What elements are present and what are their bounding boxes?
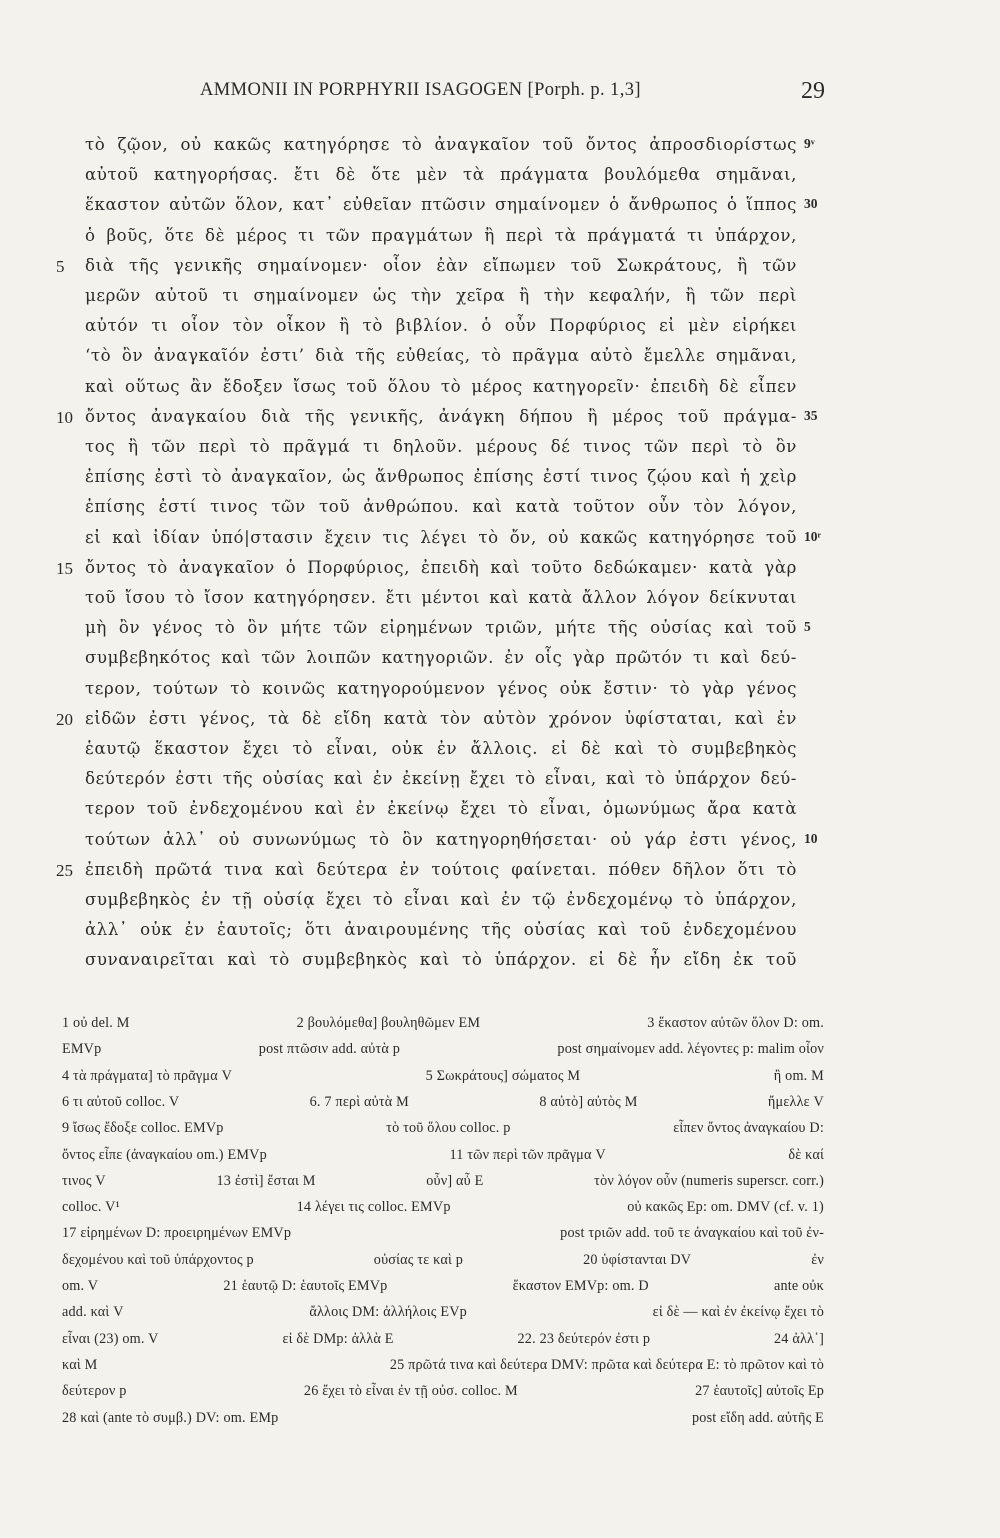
apparatus-entry: δεύτερον p: [62, 1383, 127, 1400]
apparatus-line: [62, 1273, 824, 1299]
apparatus-entry: δὲ καί: [788, 1146, 824, 1163]
apparatus-entry: 11 τῶν περὶ τῶν πρᾶγμα V: [449, 1146, 606, 1163]
apparatus-entry: colloc. V¹: [62, 1199, 121, 1216]
apparatus-entry: EMVp: [62, 1041, 102, 1058]
margin-reference: 10: [804, 830, 818, 846]
apparatus-entry: 6. 7 περὶ αὐτὰ M: [309, 1093, 409, 1110]
text-line: μερῶν αὐτοῦ τι σημαίνομεν ὡς τὴν χεῖρα ἢ τὴν κεφαλήν, ἢ τῶν περὶ: [85, 286, 797, 305]
apparatus-entry: τὸν λόγον οὖν (numeris superscr. corr.): [594, 1172, 824, 1189]
text-line: τὸ ζῷον, οὐ κακῶς κατηγόρησε τὸ ἀναγκαῖον τοῦ ὄντος ἀπροσδιορίστως: [85, 135, 797, 154]
apparatus-entry: 5 Σωκράτους] σώματος M: [425, 1067, 581, 1084]
margin-reference: 30: [804, 196, 818, 212]
apparatus-entry: τὸ τοῦ ὅλου colloc. p: [386, 1120, 511, 1137]
apparatus-entry: 22. 23 δεύτερόν ἐστι p: [517, 1330, 651, 1347]
apparatus-entry: 6 τι αὐτοῦ colloc. V: [62, 1093, 180, 1110]
apparatus-line: [62, 1194, 824, 1220]
text-line: εἰ καὶ ἰδίαν ὑπό|στασιν ἔχειν τις λέγει τὸ ὄν, οὐ κακῶς κατηγόρησε τοῦ: [85, 527, 797, 547]
text-line: αὐτόν τι οἷον τὸν οἶκον ἢ τὸ βιβλίον. ὁ οὖν Πορφύριος εἰ μὲν εἰρήκει: [85, 316, 797, 336]
apparatus-entry: om. V: [62, 1278, 99, 1294]
apparatus-line: [62, 1220, 824, 1246]
text-line: καὶ οὕτως ἂν ἔδοξεν ἴσως τοῦ ὅλου τὸ μέρος κατηγορεῖν· ἐπειδὴ δὲ εἶπεν: [85, 376, 797, 396]
apparatus-entry: καὶ M: [62, 1356, 98, 1373]
text-line: ‘τὸ ὂν ἀναγκαῖόν ἐστι’ διὰ τῆς εὐθείας, τὸ πρᾶγμα αὐτὸ ἔμελλε σημᾶναι,: [85, 346, 797, 366]
text-line: τούτων ἀλλ᾽ οὐ συνωνύμως τὸ ὂν κατηγορηθήσεται· οὐ γάρ ἐστι γένος,: [85, 829, 797, 849]
text-line: συναναιρεῖται καὶ τὸ συμβεβηκὸς καὶ τὸ ὑπάρχον. εἰ δὲ ἦν εἴδη ἐκ τοῦ: [85, 950, 797, 970]
text-line: ὄντος τὸ ἀναγκαῖον ὁ Πορφύριος, ἐπειδὴ καὶ τοῦτο δεδώκαμεν· κατὰ γὰρ: [85, 557, 797, 577]
apparatus-entry: ἄλλοις DM: ἀλλήλοις EVp: [309, 1304, 467, 1321]
apparatus-line: [62, 1010, 824, 1036]
text-line: ἀλλ᾽ οὐκ ἐν ἑαυτοῖς; ὅτι ἀναιρουμένης τῆς οὐσίας καὶ τοῦ ἐνδεχομένου: [85, 920, 797, 940]
apparatus-entry: 9 ἴσως ἔδοξε colloc. EMVp: [62, 1120, 224, 1137]
text-line: εἰδῶν ἐστι γένος, τὰ δὲ εἴδη κατὰ τὸν αὐτὸν χρόνον ὑφίσταται, καὶ ἐν: [85, 708, 797, 728]
apparatus-line: [62, 1405, 824, 1431]
apparatus-entry: εἰ δὲ — καὶ ἐν ἐκείνῳ ἔχει τὸ: [652, 1304, 824, 1321]
apparatus-entry: οὖν] αὖ E: [426, 1172, 484, 1189]
text-line: ὄντος ἀναγκαίου διὰ τῆς γενικῆς, ἀνάγκη δήπου ἢ μέρος τοῦ πράγμα-: [85, 406, 797, 426]
apparatus-line: [62, 1036, 824, 1062]
text-line: δεύτερόν ἐστι τῆς οὐσίας καὶ ἐν ἐκείνῃ ἔχει τὸ εἶναι, καὶ τὸ ὑπάρχον δεύ-: [85, 769, 797, 789]
apparatus-entry: post τριῶν add. τοῦ τε ἀναγκαίου καὶ τοῦ ἐν-: [560, 1225, 824, 1242]
text-line: μὴ ὂν γένος τὸ ὂν μήτε τῶν εἰρημένων τριῶν, μήτε τῆς οὐσίας καὶ τοῦ: [85, 618, 797, 638]
apparatus-entry: 25 πρῶτά τινα καὶ δεύτερα DMV: πρῶτα καὶ δεύτερα E: τὸ πρῶτον καὶ τὸ: [389, 1356, 824, 1373]
apparatus-entry: 17 εἰρημένων D: προειρημένων EMVp: [62, 1225, 292, 1242]
line-number: 15: [56, 558, 73, 578]
apparatus-entry: 26 ἔχει τὸ εἶναι ἐν τῇ οὐσ. colloc. M: [303, 1383, 518, 1400]
apparatus-entry: 27 ἑαυτοῖς] αὐτοῖς Ep: [695, 1383, 824, 1400]
apparatus-entry: 13 ἐστὶ] ἔσται M: [216, 1172, 316, 1189]
text-line: ἑαυτῷ ἕκαστον ἔχει τὸ εἶναι, οὐκ ἐν ἄλλοις. εἰ δὲ καὶ τὸ συμβεβηκὸς: [85, 739, 797, 758]
margin-reference: 35: [804, 407, 818, 423]
text-line: τοῦ ἴσου τὸ ἴσον κατηγόρησεν. ἔτι μέντοι καὶ κατὰ ἄλλον λόγον δείκνυται: [85, 588, 797, 607]
line-number: 5: [56, 256, 65, 276]
apparatus-line: [62, 1168, 824, 1194]
line-number: 25: [56, 860, 73, 880]
text-line: τος ἢ τῶν περὶ τὸ πρᾶγμά τι δηλοῦν. μέρους δέ τινος τῶν περὶ τὸ ὂν: [85, 437, 797, 456]
text-line: συμβεβηκότος καὶ τῶν λοιπῶν κατηγοριῶν. ἐν οἷς γὰρ πρῶτόν τι καὶ δεύ-: [85, 648, 797, 668]
apparatus-line: [62, 1089, 824, 1115]
apparatus-line: [62, 1299, 824, 1325]
apparatus-line: [62, 1115, 824, 1141]
text-line: ἐπειδὴ πρῶτά τινα καὶ δεύτερα ἐν τούτοις φαίνεται. πόθεν δῆλον ὅτι τὸ: [85, 859, 797, 879]
apparatus-entry: ante οὐκ: [773, 1278, 824, 1294]
margin-reference: 10ʳ: [804, 528, 821, 544]
apparatus-line: [62, 1063, 824, 1089]
apparatus-entry: 2 βουλόμεθα] βουληθῶμεν EM: [296, 1015, 481, 1031]
page-number: 29: [801, 78, 825, 104]
apparatus-entry: 3 ἕκαστον αὐτῶν ὅλον D: om.: [647, 1015, 824, 1031]
text-line: διὰ τῆς γενικῆς σημαίνομεν· οἷον ἐὰν εἴπωμεν τοῦ Σωκράτους, ἢ τῶν: [85, 255, 797, 275]
apparatus-line: [62, 1352, 824, 1378]
apparatus-entry: ἤμελλε V: [767, 1093, 824, 1110]
apparatus-entry: add. καὶ V: [62, 1304, 124, 1321]
text-line: ἕκαστον αὐτῶν ὅλον, κατ᾽ εὐθεῖαν πτῶσιν σημαίνομεν ὁ ἄνθρωπος ὁ ἵππος: [85, 195, 797, 215]
apparatus-entry: post εἴδη add. αὐτῆς E: [691, 1409, 824, 1426]
apparatus-entry: δεχομένου καὶ τοῦ ὑπάρχοντος p: [62, 1251, 254, 1268]
apparatus-line: [62, 1378, 824, 1404]
apparatus-entry: ἐν: [811, 1251, 824, 1268]
apparatus-entry: οὐσίας τε καὶ p: [373, 1251, 464, 1268]
line-number: 10: [56, 407, 73, 427]
text-line: τερον, τούτων τὸ κοινῶς κατηγορούμενον γένος οὐκ ἔστιν· τὸ γὰρ γένος: [85, 678, 797, 698]
apparatus-entry: 8 αὐτὸ] αὐτὸς M: [539, 1093, 638, 1110]
apparatus-entry: 4 τὰ πράγματα] τὸ πρᾶγμα V: [62, 1067, 233, 1084]
apparatus-entry: οὐ κακῶς Ep: om. DMV (cf. v. 1): [627, 1199, 824, 1216]
apparatus-line: [62, 1247, 824, 1273]
apparatus-entry: 14 λέγει τις colloc. EMVp: [296, 1199, 451, 1216]
apparatus-entry: εἶναι (23) om. V: [62, 1330, 159, 1347]
margin-reference: 5: [804, 619, 811, 635]
text-line: ἐπίσης ἐστὶ τὸ ἀναγκαῖον, ὡς ἄνθρωπος ἐπίσης ἐστί τινος ζῴου καὶ ἡ χεὶρ: [85, 467, 797, 487]
text-line: αὐτοῦ κατηγορήσας. ἔτι δὲ ὅτε μὲν τὰ πράγματα βουλόμεθα σημᾶναι,: [85, 165, 797, 185]
apparatus-entry: ἢ om. M: [773, 1067, 824, 1084]
apparatus-entry: τινος V: [62, 1172, 106, 1189]
text-line: ἐπίσης ἐστί τινος τῶν τοῦ ἀνθρώπου. καὶ κατὰ τοῦτον οὖν τὸν λόγον,: [85, 497, 797, 517]
apparatus-entry: ἕκαστον EMVp: om. D: [512, 1278, 649, 1294]
apparatus-entry: 28 καὶ (ante τὸ συμβ.) DV: om. EMp: [62, 1409, 279, 1426]
apparatus-entry: 20 ὑφίστανται DV: [583, 1251, 692, 1268]
apparatus-entry: post σημαίνομεν add. λέγοντες p: malim οἷον: [557, 1041, 824, 1058]
text-line: συμβεβηκὸς ἐν τῇ οὐσίᾳ ἔχει τὸ εἶναι καὶ ἐν τῷ ἐνδεχομένῳ τὸ ὑπάρχον,: [85, 890, 797, 909]
apparatus-line: [62, 1142, 824, 1168]
apparatus-entry: εἰ δὲ DMp: ἀλλὰ E: [282, 1330, 394, 1347]
text-line: τερον τοῦ ἐνδεχομένου καὶ ἐν ἐκείνῳ ἔχει τὸ εἶναι, ὁμωνύμως ἄρα κατὰ: [85, 799, 797, 819]
line-number: 20: [56, 709, 73, 729]
page-header: [200, 80, 825, 110]
running-title: AMMONII IN PORPHYRII ISAGOGEN [Porph. p. 1,3]: [200, 80, 641, 100]
apparatus-line: [62, 1326, 824, 1352]
apparatus-entry: 21 ἑαυτῷ D: ἑαυτοῖς EMVp: [223, 1278, 388, 1294]
text-line: ὁ βοῦς, ὅτε δὲ μέρος τι τῶν πραγμάτων ἢ περὶ τὰ πράγματά τι ὑπάρχον,: [85, 225, 797, 245]
apparatus-entry: post πτῶσιν add. αὐτὰ p: [258, 1041, 401, 1058]
apparatus-entry: εἶπεν ὄντος ἀναγκαίου D:: [673, 1120, 824, 1137]
apparatus-entry: 1 οὐ del. M: [62, 1015, 130, 1031]
apparatus-entry: ὄντος εἶπε (ἀναγκαίου om.) EMVp: [62, 1146, 267, 1163]
apparatus-entry: 24 ἀλλ᾽]: [774, 1330, 824, 1347]
margin-reference: 9ᵛ: [804, 136, 815, 151]
